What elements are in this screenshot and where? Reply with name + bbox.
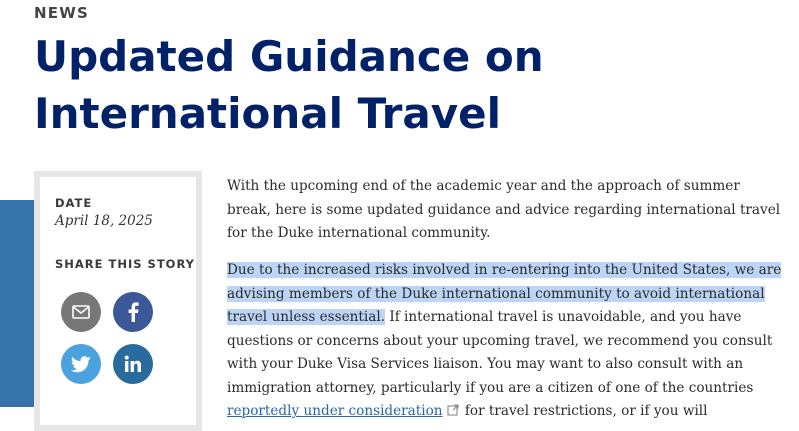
restrictions-link[interactable]: reportedly under consideration — [227, 403, 443, 419]
section-label: NEWS — [34, 4, 89, 22]
paragraph-2-text: If international travel is unavoidable, and you have questions or concerns about your upcoming travel, we recommend you consult with your Duke Visa Services liaison. You may want to also consult with an immigration attorney, particularly if you are a citizen of one of the countries — [227, 309, 773, 396]
date-label: DATE — [55, 196, 93, 210]
share-facebook-button[interactable] — [113, 292, 153, 332]
share-email-button[interactable] — [61, 292, 101, 332]
external-link-icon — [447, 404, 459, 416]
highlighted-text: Due to the increased risks involved in re-entering into the United States, we are advising members of the Duke international community to avoid international travel unless essential. — [227, 262, 782, 325]
date-value: April 18, 2025 — [55, 213, 153, 229]
mail-icon — [72, 305, 90, 319]
facebook-icon — [127, 302, 139, 322]
accent-bar — [0, 200, 36, 407]
article-paragraph-1: With the upcoming end of the academic year and the approach of summer break, here is some updated guidance and advice regarding international travel for the Duke international community. — [227, 178, 781, 241]
share-twitter-button[interactable] — [61, 344, 101, 384]
linkedin-icon — [124, 355, 142, 373]
share-linkedin-button[interactable] — [113, 344, 153, 384]
share-label: SHARE THIS STORY — [55, 257, 196, 271]
twitter-icon — [71, 356, 91, 373]
article-paragraph-2 — [227, 259, 787, 424]
paragraph-2-tail: for travel restrictions, or if you will — [460, 403, 708, 419]
page-title: Updated Guidance on International Travel — [34, 32, 544, 138]
